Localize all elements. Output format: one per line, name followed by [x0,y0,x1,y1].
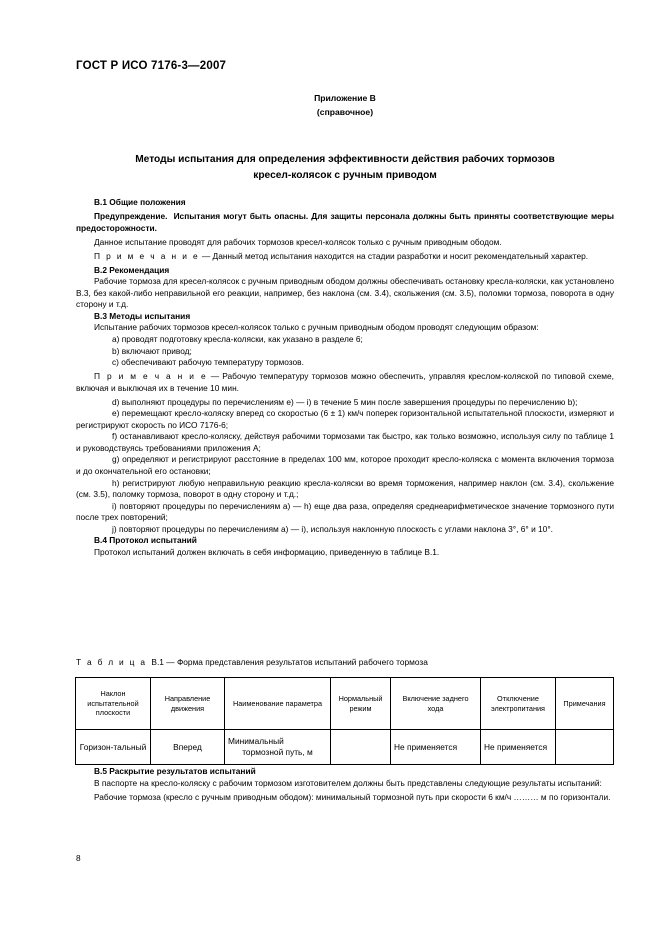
table-caption-text: — Форма представления результатов испытаний рабочего тормоза [166,657,428,667]
b5-paragraph-2: Рабочие тормоза (кресло с ручным приводным ободом): минимальный тормозной путь при скорости 6 км/ч ……… м по горизонтали. [94,791,611,802]
table-cell-notes [556,730,614,765]
b3-item-a: a) проводят подготовку кресла-коляски, как указано в разделе 6; [112,334,363,345]
running-head: ГОСТ Р ИСО 7176-3—2007 [76,60,227,72]
section-heading-b4: В.4 Протокол испытаний [94,535,197,546]
b1-paragraph-1: Данное испытание проводят для рабочих тормозов кресел-колясок только с ручным приводным ободом. [94,236,502,247]
section-heading-b2: В.2 Рекомендация [94,264,170,275]
results-table-wrapper [75,677,613,765]
table-header-cell-reverse: Включение заднего хода [391,678,481,730]
b3-item-i: i) повторяют процедуры по перечислениям a) — h) еще два раза, определяя среднеарифметическое значение тормозного пути после трех повторений; [76,500,614,523]
b3-item-b: b) включают привод; [112,345,192,356]
table-header-cell-direction: Направление движения [151,678,225,730]
results-table [75,677,614,765]
table-caption-label: Т а б л и ц а [76,657,147,667]
table-header-cell-power-off: Отключение электропитания [481,678,556,730]
table-header-cell-incline: Наклон испытательной плоскости [76,678,151,730]
b5-paragraph-1: В паспорте на кресло-коляску с рабочим тормозом изготовителем должны быть представлены следующие результаты испытаний: [94,777,602,788]
table-header-cell-parameter: Наименование параметра [225,678,331,730]
table-cell-power-off: Не применяется [481,730,556,765]
b3-intro: Испытание рабочих тормозов кресел-колясок только с ручным приводным ободом проводят следующим образом: [94,322,539,333]
b3-item-j: j) повторяют процедуры по перечислениям a) — i), используя наклонную плоскость с углами наклона 3°, 6° и 10°. [112,523,553,534]
b3-item-f: f) останавливают кресло-коляску, действуя рабочими тормозами так быстро, как только возможно, используя силу по таблице 1 и руководствуясь требованиями приложения А; [76,431,614,453]
table-cell-parameter: Минимальный тормозной путь, м [225,730,331,765]
b3-item-g: g) определяют и регистрируют расстояние в пределах 100 мм, которое проходит кресло-коляска с момента включения тормоза и до окончательной его остановки; [76,454,614,477]
b1-warning [76,211,614,234]
b3-item-c: c) обеспечивают рабочую температуру тормозов. [112,357,304,368]
b2-paragraph-1: Рабочие тормоза для кресел-колясок с ручным приводным ободом должны обеспечивать остановку кресла-коляски, как установлено В.3, без какой-либо неправильной его реакции, например, без наклона (см. 3.4), скольжения (см. 3.5), поломки тормоза, поворота в одну сторону и т.д. [76,276,614,310]
annex-label: Приложение В [314,93,376,103]
section-heading-b5: В.5 Раскрытие результатов испытаний [94,766,256,776]
b1-warning-label: Предупреждение. [94,211,168,222]
b4-paragraph-1: Протокол испытаний должен включать в себя информацию, приведенную в таблице В.1. [94,546,440,557]
b3-item-d: d) выполняют процедуры по перечислениям e) — i) в течение 5 мин после завершения процедуры по перечислению b); [112,396,578,407]
table-caption [76,657,428,667]
b3-note-text: — Рабочую температуру тормозов можно обеспечить, управляя креслом-коляской по типовой схеме, включая и выключая их в течение 10 мин. [76,371,614,393]
table-header-row [76,678,614,730]
b3-item-e: e) перемещают кресло-коляску вперед со скоростью (6 ± 1) км/ч поперек горизонтальной испытательной плоскости, измеряют и регистрируют скорость по ИСО 7176-6; [76,408,614,430]
b3-note-label: П р и м е ч а н и е [94,371,208,382]
page-title-line-2: кресел-колясок с ручным приводом [253,170,437,181]
b3-note [76,371,614,394]
table-caption-number: В.1 [151,657,164,667]
b1-note-label: П р и м е ч а н и е [94,250,200,261]
page-number: 8 [76,853,81,863]
document-body-tail [76,766,614,803]
b3-item-h: h) регистрируют любую неправильную реакцию кресла-коляски во время торможения, например наклон (см. 3.4), скольжение (см. 3.5), поломку тормоза, поворот в одну сторону и т.д.; [76,477,614,500]
b1-note [76,251,614,263]
document-body [76,197,614,558]
b1-note-text: — Данный метод испытания находится на стадии разработки и носит рекомендательный характер. [201,250,589,261]
section-heading-b1: В.1 Общие положения [94,197,186,207]
table-cell-direction: Вперед [151,730,225,765]
page-title-line-1: Методы испытания для определения эффективности действия рабочих тормозов [135,154,555,165]
section-heading-b3: В.3 Методы испытания [94,310,191,321]
table-header-cell-normal-mode: Нормальный режим [331,678,391,730]
annex-heading [76,92,614,119]
b1-warning-text: Испытания могут быть опасны. Для защиты персонала должны быть приняты соответствующие меры предосторожности. [76,211,614,233]
page-title [76,152,614,184]
table-cell-incline: Горизон-тальный [76,730,151,765]
table-header-cell-notes: Примечания [556,678,614,730]
annex-kind: (справочное) [316,106,374,117]
table-cell-normal-mode [331,730,391,765]
table-cell-reverse: Не применяется [391,730,481,765]
table-row [76,730,614,765]
